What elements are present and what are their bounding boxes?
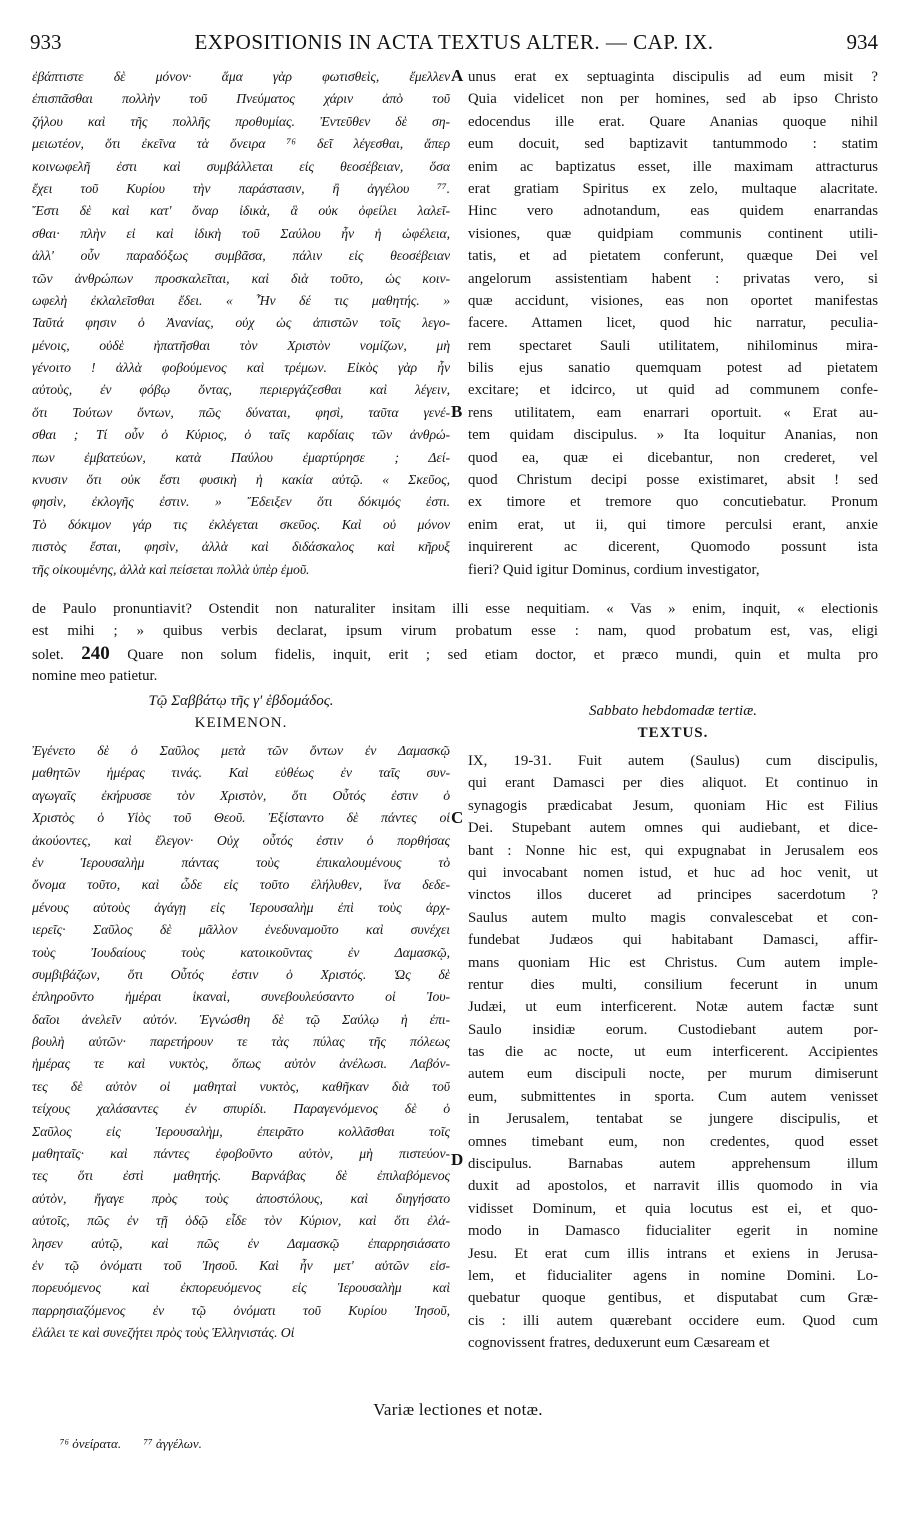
text-line: αὐτὸν, ἤγαγε πρὸς τοὺς ἀποστόλους, καὶ διηγήσατο	[32, 1190, 450, 1206]
text-line: lem, et fiducialiter agens in nomine Domini. Lo-	[468, 1267, 878, 1284]
latin-commentary-column	[468, 66, 878, 581]
text-line: solet. 240 Quare non solum fidelis, inquit, erit ; sed etiam doctor, et præco mundi, quin et multa pro	[32, 642, 878, 664]
page-title: EXPOSITIONIS IN ACTA TEXTUS ALTER. — CAP. IX.	[194, 30, 714, 54]
text-line: κοινωφελῆ ἐστι καὶ συμβάλλεται εἰς θεοσέβειαν, ὅσα	[32, 158, 450, 174]
text-line: enim erat, ut ii, qui timore perculsi erant, anxie	[468, 516, 878, 533]
page-number-left: 933	[30, 30, 62, 54]
text-line: γένοιτο ! ἀλλὰ φοβούμενος καὶ τρέμων. Εἰκὸς γὰρ ἦν	[32, 360, 450, 376]
text-line: λησεν αὐτῷ, καὶ πῶς ἐν Δαμασκῷ ἐπαρρησιάσατο	[32, 1235, 450, 1251]
text-line: tem quidam discipulus. » Ita loquitur Ananias, non	[468, 427, 878, 444]
text-line: πορευόμενος καὶ ἐκπορευόμενος εἰς Ἱερουσαλὴμ καὶ	[32, 1280, 450, 1296]
text-line: ἐβάπτιστε δὲ μόνον· ἅμα γὰρ φωτισθεὶς, ἔμελλεν	[32, 69, 450, 84]
text-line: αὐτοὺς, ἐν φόβῳ ὄντας, περιεργάζεσθαι καὶ λέγειν,	[32, 382, 450, 398]
text-line: in Jerusalem, tentabat se jungere discipulis, et	[468, 1111, 878, 1128]
text-line: vidisset Dominum, et quia locutus est ei, et quo-	[468, 1200, 878, 1217]
text-line: βουλὴ αὐτῶν· παρετήρουν τε τὰς πύλας τῆς πόλεως	[32, 1034, 450, 1050]
text-line: IX, 19-31. Fuit autem (Saulus) cum discipulis,	[468, 753, 878, 769]
text-line: Χριστὸς ὁ Υἱὸς τοῦ Θεοῦ. Ἐξίσταντο δὲ πάντες οἱ	[32, 810, 450, 826]
text-line: fieri? Quid igitur Dominus, cordium investigator,	[468, 561, 760, 578]
text-line: ἐλάλει τε καὶ συνεζήτει πρὸς τοὺς Ἑλληνιστάς. Οἱ	[32, 1325, 295, 1341]
text-line: qui erant Damasci per dies aliquot. Et continuo in	[468, 775, 878, 792]
text-line: πων ἐμβατεύων, κατὰ Παύλου ἐμαρτύρησε ; Δεί-	[32, 449, 450, 465]
latin-text-label: TEXTUS.	[637, 725, 709, 741]
text-line: τες δὲ αὐτὸν οἱ μαθηταὶ νυκτὸς, καθῆκαν διὰ τοῦ	[32, 1078, 450, 1094]
text-line: δαῖοι ἀνελεῖν αὐτόν. Ἐγνώσθη δὲ τῷ Σαύλῳ ἡ ἐπι-	[32, 1011, 450, 1027]
text-line: rentur dies multi, consilium fecerunt in unum	[468, 976, 878, 993]
text-line: bilis ejus sanatio quemquam potest ad pietatem	[468, 360, 878, 377]
text-line: erat gratiam Spiritus ex zelo, multaque alacritate.	[468, 180, 878, 197]
latin-scripture-column	[468, 750, 878, 1355]
text-line: Ταῦτά φησιν ὁ Ἀνανίας, οὐχ ὡς ἀπιστῶν τοῖς λεγο-	[32, 315, 450, 331]
text-line: tatis, et ad pietatem conferunt, quæque Dei vel	[468, 248, 878, 265]
text-line: quod ea, quæ ei dicebantur, non crederet, vel	[468, 449, 878, 466]
text-line: Hinc vero adnotandum, eas quidem enarrandas	[468, 203, 878, 220]
text-line: discipulus. Barnabas autem apprehensum illum	[468, 1156, 878, 1173]
margin-marker-a: A	[451, 66, 464, 85]
text-line: μαθητῶν ἡμέρας τινάς. Καὶ εὐθέως ἐν ταῖς συν-	[32, 765, 450, 781]
text-line: τῆς οἰκουμένης, ἀλλὰ καὶ πείσεται πολλὰ ὑπὲρ ἐμοῦ.	[32, 561, 310, 577]
text-line: inquirerent ac dicerent, Quomodo possunt ista	[468, 539, 878, 556]
text-line: facere. Attamen licet, quod hic narratur, peculia-	[468, 315, 878, 332]
text-line: ἡμέρας τε καὶ νυκτὸς, ὅπως αὐτὸν ἀνέλωσι. Λαβόν-	[32, 1056, 450, 1072]
greek-text-label: ΚΕΙΜΕΝΟΝ.	[194, 715, 288, 731]
text-line: μειωτέον, ὅτι ἐκεῖνα τὰ ὄνειρα ⁷⁶ δεῖ λέγεσθαι, ἅπερ	[32, 136, 450, 152]
text-line: eum, submittentes in sporta. Cum autem venisset	[468, 1088, 878, 1105]
text-line: ζήλου καὶ τῆς πολλῆς προθυμίας. Ἐντεῦθεν δὲ ση-	[32, 113, 450, 129]
text-line: Σαῦλος εἰς Ἱερουσαλὴμ, ἐπειρᾶτο κολλᾶσθαι τοῖς	[32, 1123, 450, 1139]
text-line: Saulo insidiæ eorum. Custodiebant autem por-	[468, 1021, 878, 1038]
text-line: αὐτοῖς, πῶς ἐν τῇ ὁδῷ εἶδε τὸν Κύριον, καὶ ὅτι ἐλά-	[32, 1213, 450, 1229]
text-line: τοὺς Ἰουδαίους τοὺς κατοικοῦντας ἐν Δαμασκῷ,	[32, 944, 450, 960]
text-line: συμβιβάζων, ὅτι Οὗτός ἐστιν ὁ Χριστός. Ὡς δὲ	[32, 966, 450, 982]
text-line: κνυσιν ὅτι οὐκ ἔστι φυσικὴ ἡ κακία αὐτῷ. « Σκεῦος,	[32, 472, 450, 488]
text-line: angelorum assistentiam habent : privatas vero, si	[468, 270, 878, 287]
greek-commentary-column	[32, 66, 450, 581]
text-line: mans quoniam Hic est Christus. Cum autem imple-	[468, 954, 878, 971]
text-line: modo in Damasco fiducialiter egerit in nomine	[468, 1223, 878, 1240]
text-line: ἐπληροῦντο ἡμέραι ἱκαναὶ, συνεβουλεύσαντο οἱ Ἰου-	[32, 989, 450, 1005]
running-header	[30, 30, 878, 58]
margin-marker-d: D	[451, 1150, 464, 1169]
text-line: ιερεῖς· Σαῦλος δὲ μᾶλλον ἐνεδυναμοῦτο καὶ συνέχει	[32, 922, 450, 938]
text-line: edocendus ille erat. Quare Ananias quoque nihil	[468, 113, 878, 130]
inline-page-number: 240	[81, 642, 110, 664]
text-line: μένοις, οὐδὲ ἠπατῆσθαι τὸν Χριστὸν νομίζων, μὴ	[32, 337, 450, 353]
text-line: duxit ad apostolos, et narravit illis quomodo in via	[468, 1178, 878, 1195]
text-line: est mihi ; » quibus verbis declarat, ipsum virum probatum esse : nam, quod probatum est, vas, eligi	[32, 623, 878, 640]
text-line: autem eum discipuli nocte, per murum dimiserunt	[468, 1066, 878, 1083]
text-line: quæ accidunt, visiones, eas non oportet manifestas	[468, 292, 878, 309]
margin-marker-c: C	[451, 808, 464, 827]
text-line: vinctos illos duceret ad principes sacerdotum ?	[468, 887, 878, 904]
text-line: rem spectaret Sauli utilitatem, nihilominus mira-	[468, 337, 878, 354]
greek-scripture-column	[32, 740, 450, 1345]
text-line: ἀκούοντες, καὶ ἔλεγον· Οὐχ οὗτός ἐστιν ὁ πορθήσας	[32, 832, 450, 848]
footnote-77: ⁷⁷ ἀγγέλων.	[143, 1436, 202, 1451]
text-line: σθαι ; Τί οὖν ὁ Κύριος, ὁ ταῖς καρδίαις τῶν ἀνθρώ-	[32, 427, 450, 443]
margin-marker-b: B	[451, 402, 463, 421]
footnote-76: ⁷⁶ ὀνείρατα.	[60, 1436, 122, 1451]
text-line: fundebat Judæos qui habitabant Damasci, affir-	[468, 932, 878, 949]
text-line: Jesu. Et erat cum illis intrans et exiens in Jerusa-	[468, 1245, 878, 1262]
text-line: unus erat ex septuaginta discipulis ad eum misit ?	[468, 69, 878, 85]
full-width-commentary	[32, 598, 878, 688]
text-line: ἐπισπᾶσθαι πολλὴν τοῦ Πνεύματος χάριν ἀπὸ τοῦ	[32, 91, 450, 107]
text-line: bant : Nonne hic est, qui expugnabat in Jerusalem eos	[468, 842, 878, 859]
text-line: omnes timebant eum, non credentes, quod esset	[468, 1133, 878, 1150]
text-line: Saulus autem multo magis convalescebat et con-	[468, 909, 878, 926]
text-line: Τὸ δόκιμον γάρ τις ἐκλέγεται σκεῦος. Καὶ οὐ μόνον	[32, 516, 450, 532]
text-line: nomine meo patietur.	[32, 668, 158, 685]
text-line: τείχους χαλάσαντες ἐν σπυρίδι. Παραγενόμενος δὲ ὁ	[32, 1101, 450, 1117]
text-line: Ἐγένετο δὲ ὁ Σαῦλος μετὰ τῶν ὄντων ἐν Δαμασκῷ	[32, 743, 450, 758]
text-line: Ἔστι δὲ καὶ κατ' ὄναρ ἰδικὰ, ἃ οὐκ ὀφείλει λαλεῖ-	[32, 203, 450, 219]
text-line: πιστὸς ἔσται, φησὶν, ἀλλὰ καὶ διδάσκαλος καὶ κῆρυξ	[32, 539, 450, 555]
text-line: τῶν ἀνθρώπων προσκαλεῖται, καὶ διὰ τοῦτο, ὡς κοιν-	[32, 270, 450, 286]
text-line: quebatur quoque gentibus, et disputabat cum Græ-	[468, 1290, 878, 1307]
text-line: quod Christum decipi posse existimaret, absit ! sed	[468, 472, 878, 489]
text-line: cognovissent fratres, deduxerunt eum Cæsaream et	[468, 1335, 770, 1352]
text-line: cis : illi autem quærebant occidere eum. Quod cum	[468, 1312, 878, 1329]
text-line: eum docuit, sed baptizavit tantummodo : statim	[468, 136, 878, 153]
text-line: synagogis prædicabat Jesum, quoniam Hic est Filius	[468, 797, 878, 814]
text-line: Quia videlicet non per homines, sed ab ipso Christo	[468, 91, 878, 108]
text-line: αγωγαῖς ἐκήρυσσε τὸν Χριστὸν, ὅτι Οὗτός ἐστιν ὁ	[32, 787, 450, 803]
greek-section-heading: Τῷ Σαββάτῳ τῆς γ' ἑβδομάδος.	[148, 693, 334, 709]
latin-section-heading: Sabbato hebdomadæ tertiæ.	[589, 703, 757, 719]
text-line: ἐν Ἱερουσαλὴμ πάντας τοὺς ἐπικαλουμένους τὸ	[32, 854, 450, 870]
apparatus-heading: Variæ lectiones et notæ.	[373, 1400, 543, 1419]
apparatus-notes	[60, 1436, 202, 1452]
text-line: de Paulo pronuntiavit? Ostendit non naturaliter insitam illi esse nequitiam. « Vas » enim, inquit, « electionis	[32, 601, 878, 617]
text-line: ἔχει τοῦ Κυρίου τὴν παράστασιν, ἢ ἀγγέλου ⁷⁷.	[32, 180, 450, 196]
text-line: σθαι· πλὴν εἰ καὶ ἰδικὴ τοῦ Σαύλου ἦν ἡ ὠφέλεια,	[32, 225, 450, 241]
text-line: excitare; et idcirco, ut quid ad communem confe-	[468, 382, 878, 399]
page-number-right: 934	[846, 30, 878, 54]
text-line: enim ac baptizatus esset, ille maximam attracturus	[468, 158, 878, 175]
text-line: rens utilitatem, eam enarrari oportuit. « Erat au-	[468, 404, 878, 421]
text-line: qui invocabant nomen istud, et huc ad hoc venit, ut	[468, 864, 878, 881]
text-line: ἀλλ' οὖν παραδόξως συμβᾶσα, πάλιν εἰς θεοσέβειαν	[32, 248, 450, 264]
text-line: ἐν τῷ ὀνόματι τοῦ Ἰησοῦ. Καὶ ἦν μετ' αὐτῶν εἰσ-	[32, 1257, 450, 1273]
text-line: ὅτι Τούτων ὄντων, πῶς δύναται, φησὶ, ταῦτα γενέ-	[32, 404, 450, 420]
text-line: visiones, quæ quidpiam communis continent utili-	[468, 225, 878, 242]
text-line: ex timore et tremore quo concutiebatur. Pronum	[468, 494, 878, 511]
text-line: μένους αὐτοὺς ἀγάγῃ εἰς Ἱερουσαλὴμ ἐπὶ τοὺς ἀρχ-	[32, 899, 450, 915]
text-line: τες ὅτι ἐστὶ μαθητής. Βαρνάβας δὲ ἐπιλαβόμενος	[32, 1168, 450, 1184]
text-line: ωφελὴ ἐκλαλεῖσθαι ἔδει. « Ἦν δέ τις μαθητής. »	[32, 292, 450, 308]
text-line: παρρησιαζόμενος ἐν τῷ ὀνόματι τοῦ Κυρίου Ἰησοῦ,	[32, 1302, 450, 1318]
text-line: tas die ac nocte, ut eum interficerent. Accipientes	[468, 1044, 878, 1061]
text-line: μαθηταῖς· καὶ πάντες ἐφοβοῦντο αὐτὸν, μὴ πιστεύον-	[32, 1146, 450, 1162]
text-line: φησὶν, ἐκλογῆς ἐστιν. » Ἔδειξεν ὅτι δόκιμός ἐστι.	[32, 494, 450, 510]
text-line: Judæi, ut eum interficerent. Notæ autem factæ sunt	[468, 999, 878, 1016]
text-line: ὄνομα τοῦτο, καὶ ὧδε εἰς τοῦτο ἐλήλυθεν, ἵνα δεδε-	[32, 877, 450, 893]
text-line: Dei. Stupebant autem omnes qui audiebant, et dice-	[468, 820, 878, 837]
